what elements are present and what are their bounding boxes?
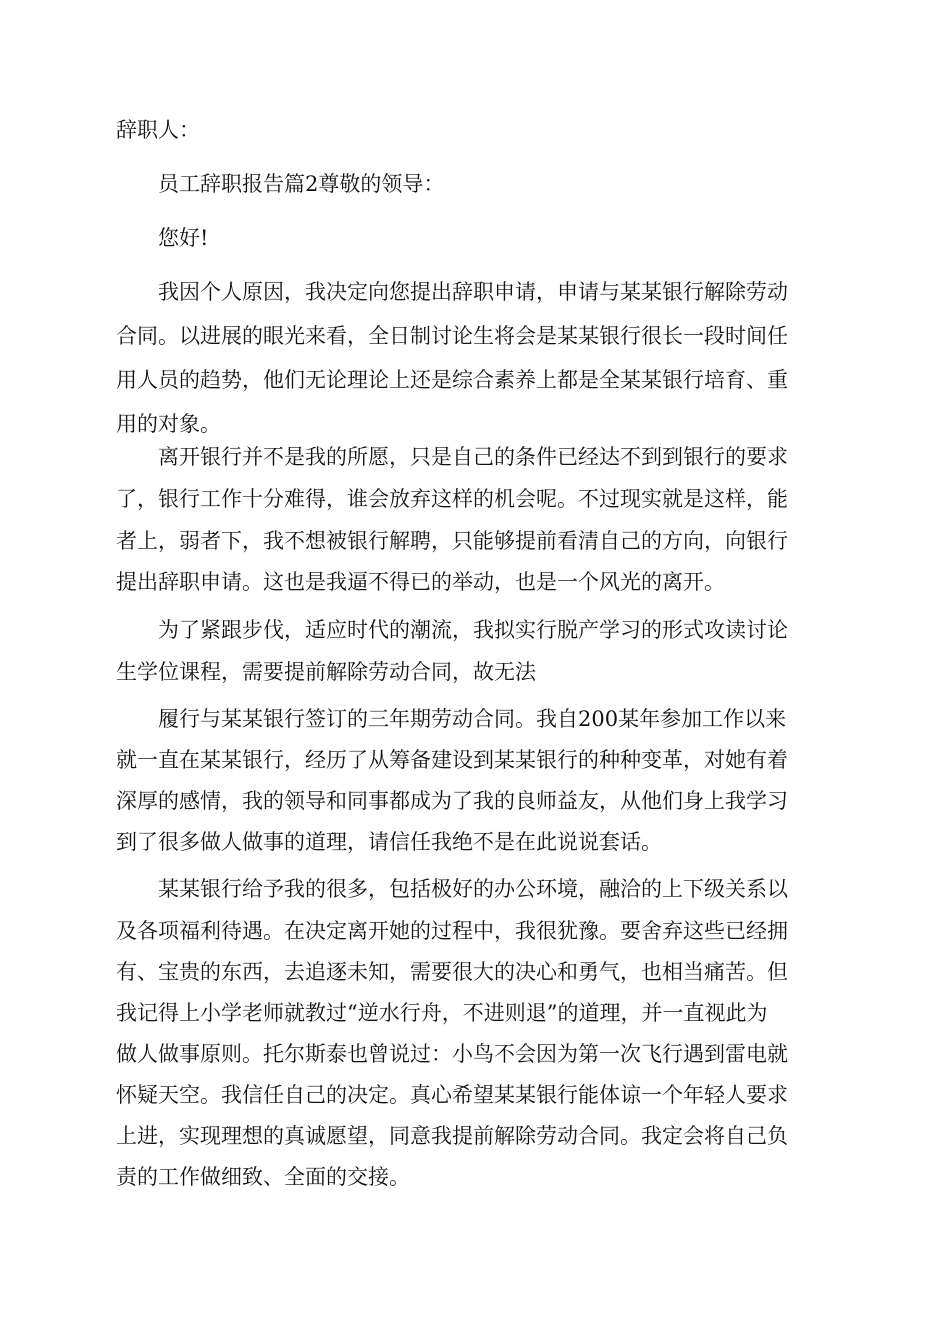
paragraph-line: 做人做事原则。托尔斯泰也曾说过：小鸟不会因为第一次飞行遇到雷电就 bbox=[116, 1042, 788, 1066]
paragraph-line: 者上，弱者下，我不想被银行解聘，只能够提前看清自己的方向，向银行 bbox=[116, 529, 788, 553]
document-title-salutation: 员工辞职报告篇2尊敬的领导： bbox=[158, 172, 445, 196]
paragraph-line: 及各项福利待遇。在决定离开她的过程中，我很犹豫。要舍弃这些已经拥 bbox=[116, 919, 788, 943]
paragraph-line: 用的对象。 bbox=[116, 412, 221, 436]
paragraph-line: 怀疑天空。我信任自己的决定。真心希望某某银行能体谅一个年轻人要求 bbox=[116, 1083, 788, 1107]
paragraph-line: 我因个人原因，我决定向您提出辞职申请，申请与某某银行解除劳动 bbox=[116, 280, 788, 304]
paragraph-line: 合同。以进展的眼光来看，全日制讨论生将会是某某银行很长一段时间任 bbox=[116, 324, 788, 348]
paragraph-line: 就一直在某某银行，经历了从筹备建设到某某银行的种种变革，对她有着 bbox=[116, 748, 788, 772]
greeting: 您好! bbox=[158, 226, 209, 250]
paragraph-line: 用人员的趋势，他们无论理论上还是综合素养上都是全某某银行培育、重 bbox=[116, 368, 788, 392]
paragraph-line: 有、宝贵的东西，去追逐未知，需要很大的决心和勇气，也相当痛苦。但 bbox=[116, 960, 788, 984]
paragraph-line: 提出辞职申请。这也是我逼不得已的举动，也是一个风光的离开。 bbox=[116, 570, 725, 594]
paragraph-line: 离开银行并不是我的所愿，只是自己的条件已经达不到到银行的要求 bbox=[116, 445, 788, 469]
paragraph-line: 某某银行给予我的很多，包括极好的办公环境，融洽的上下级关系以 bbox=[116, 877, 788, 901]
paragraph-line: 深厚的感情，我的领导和同事都成为了我的良师益友，从他们身上我学习 bbox=[116, 789, 788, 813]
paragraph-line: 为了紧跟步伐，适应时代的潮流，我拟实行脱产学习的形式攻读讨论 bbox=[116, 618, 788, 642]
paragraph-line: 履行与某某银行签订的三年期劳动合同。我自200某年参加工作以来 bbox=[116, 707, 787, 731]
paragraph-line: 到了很多做人做事的道理，请信任我绝不是在此说说套话。 bbox=[116, 830, 662, 854]
paragraph-line: 责的工作做细致、全面的交接。 bbox=[116, 1165, 410, 1189]
paragraph-line: 上进，实现理想的真诚愿望，同意我提前解除劳动合同。我定会将自己负 bbox=[116, 1124, 788, 1148]
paragraph-line: 我记得上小学老师就教过“逆水行舟，不进则退”的道理，并一直视此为 bbox=[116, 1001, 768, 1025]
signer-label: 辞职人： bbox=[116, 118, 200, 142]
paragraph-line: 了，银行工作十分难得，谁会放弃这样的机会呢。不过现实就是这样，能 bbox=[116, 487, 788, 511]
paragraph-line: 生学位课程，需要提前解除劳动合同，故无法 bbox=[116, 660, 536, 684]
